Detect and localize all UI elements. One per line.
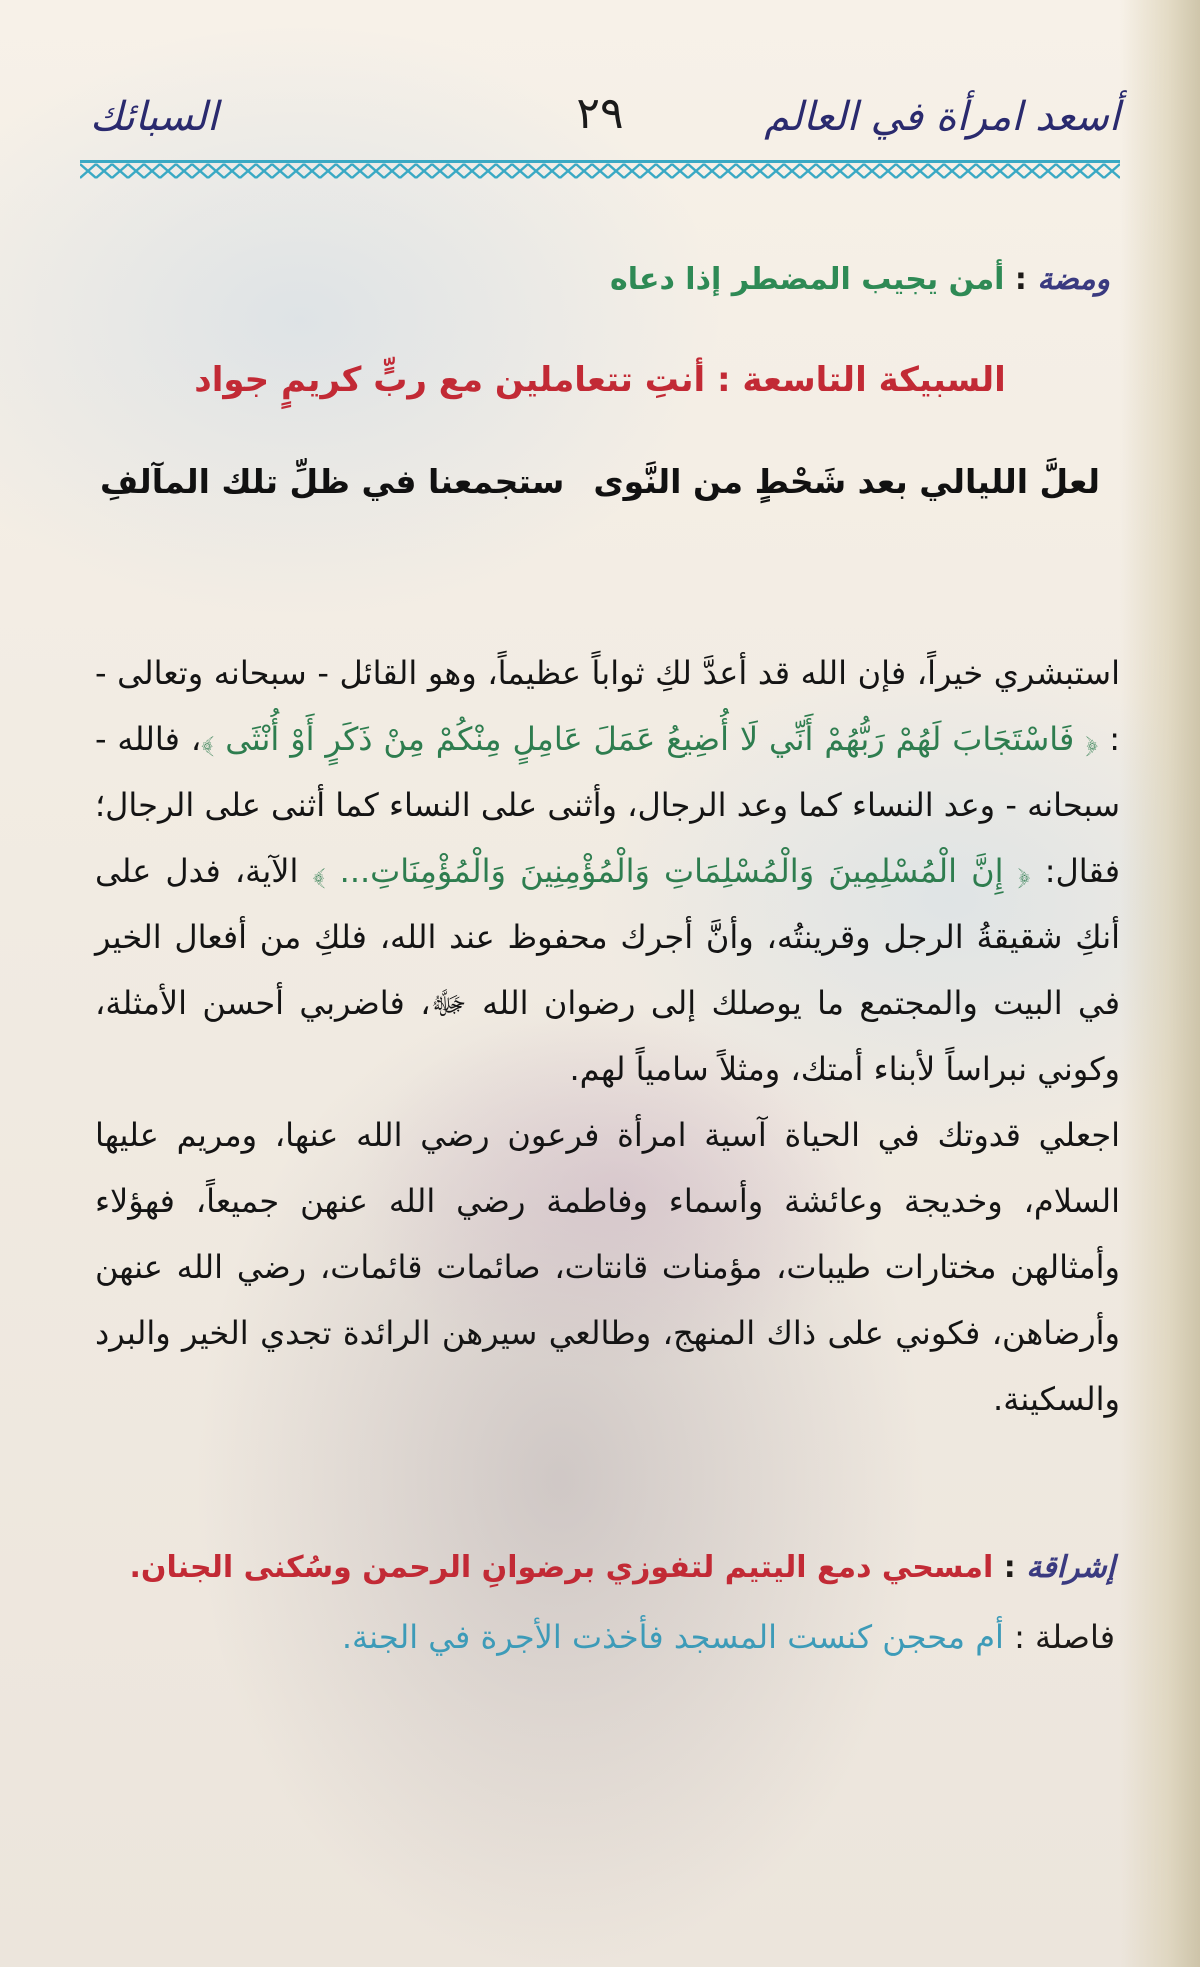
ishraq-text: امسحي دمع اليتيم لتفوزي برضوانِ الرحمن وسُكنى الجنان.	[129, 1550, 994, 1585]
running-header	[80, 88, 1120, 158]
quran-quote-2: ﴿ إِنَّ الْمُسْلِمِينَ وَالْمُسْلِمَاتِ وَالْمُؤْمِنِينَ وَالْمُؤْمِنَاتِ... ﴾	[312, 852, 1031, 890]
decorative-border	[80, 160, 1120, 182]
fasila-line	[95, 1618, 1115, 1656]
quran-quote-1: ﴿ فَاسْتَجَابَ لَهُمْ رَبُّهُمْ أَنِّي لَا أُضِيعُ عَمَلَ عَامِلٍ مِنْكُمْ مِنْ ذَكَرٍ أَوْ أُنْثَى ﴾	[201, 720, 1099, 758]
paragraph-1-end: الآية، فدل على أنكِ شقيقةُ الرجل وقرينتُه، وأنَّ أجرك محفوظ عند الله، فلكِ من أفعال الخير في البيت والمجتمع ما يوصلك إلى رضوان الله ﷻ، فاضربي أحسن الأمثلة، وكوني نبراساً لأبناء أمتك، ومثلاً سامياً لهم.	[95, 852, 1120, 1088]
section-title: السبيكة التاسعة : أنتِ تتعاملين مع ربٍّ كريمٍ جواد	[194, 360, 1006, 400]
verse-line	[90, 262, 1110, 297]
ishraq-separator: :	[993, 1550, 1016, 1585]
fasila-text: أم محجن كنست المسجد فأخذت الأجرة في الجنة.	[341, 1618, 1004, 1656]
poem-verse	[100, 462, 1100, 522]
ishraq-line	[95, 1550, 1115, 1585]
verse-label: ومضة	[1037, 262, 1110, 297]
paragraph-1-start: استبشري خيراً، فإن الله قد أعدَّ لكِ ثواباً عظيماً، وهو القائل - سبحانه وتعالى - :	[95, 654, 1121, 758]
fasila-label: فاصلة :	[1003, 1618, 1115, 1656]
page-number: ٢٩	[576, 88, 624, 139]
poem-second-hemistich: ستجمعنا في ظلِّ تلك المآلفِ	[100, 462, 565, 501]
header-series-name: السبائك	[90, 94, 219, 140]
page-spine-shadow	[1120, 0, 1200, 1967]
paragraph-1-middle: ، فالله - سبحانه - وعد النساء كما وعد الرجال، وأثنى على النساء كما أثنى على الرجال؛ فقال:	[95, 720, 1121, 890]
paragraph-2: اجعلي قدوتك في الحياة آسية امرأة فرعون رضي الله عنها، ومريم عليها السلام، وخديجة وعائشة وأسماء وفاطمة رضي الله عنهن جميعاً، فهؤلاء وأمثالهن مختارات طيبات، مؤمنات قانتات، صائمات قائمات، رضي الله عنهن وأرضاهن، فكوني على ذاك المنهج، وطالعي سيرهن الرائدة تجدي الخير والبرد والسكينة.	[95, 1116, 1120, 1418]
paragraph-1	[95, 640, 1120, 1102]
verse-text: أمن يجيب المضطر إذا دعاه	[609, 262, 1005, 297]
poem-first-hemistich: لعلَّ الليالي بعد شَحْطٍ من النَّوى	[593, 462, 1100, 501]
ishraq-label: إشراقة	[1026, 1550, 1115, 1585]
verse-separator: :	[1004, 262, 1027, 297]
header-book-title: أسعد امرأة في العالم	[764, 94, 1120, 140]
body-text	[95, 640, 1120, 1432]
